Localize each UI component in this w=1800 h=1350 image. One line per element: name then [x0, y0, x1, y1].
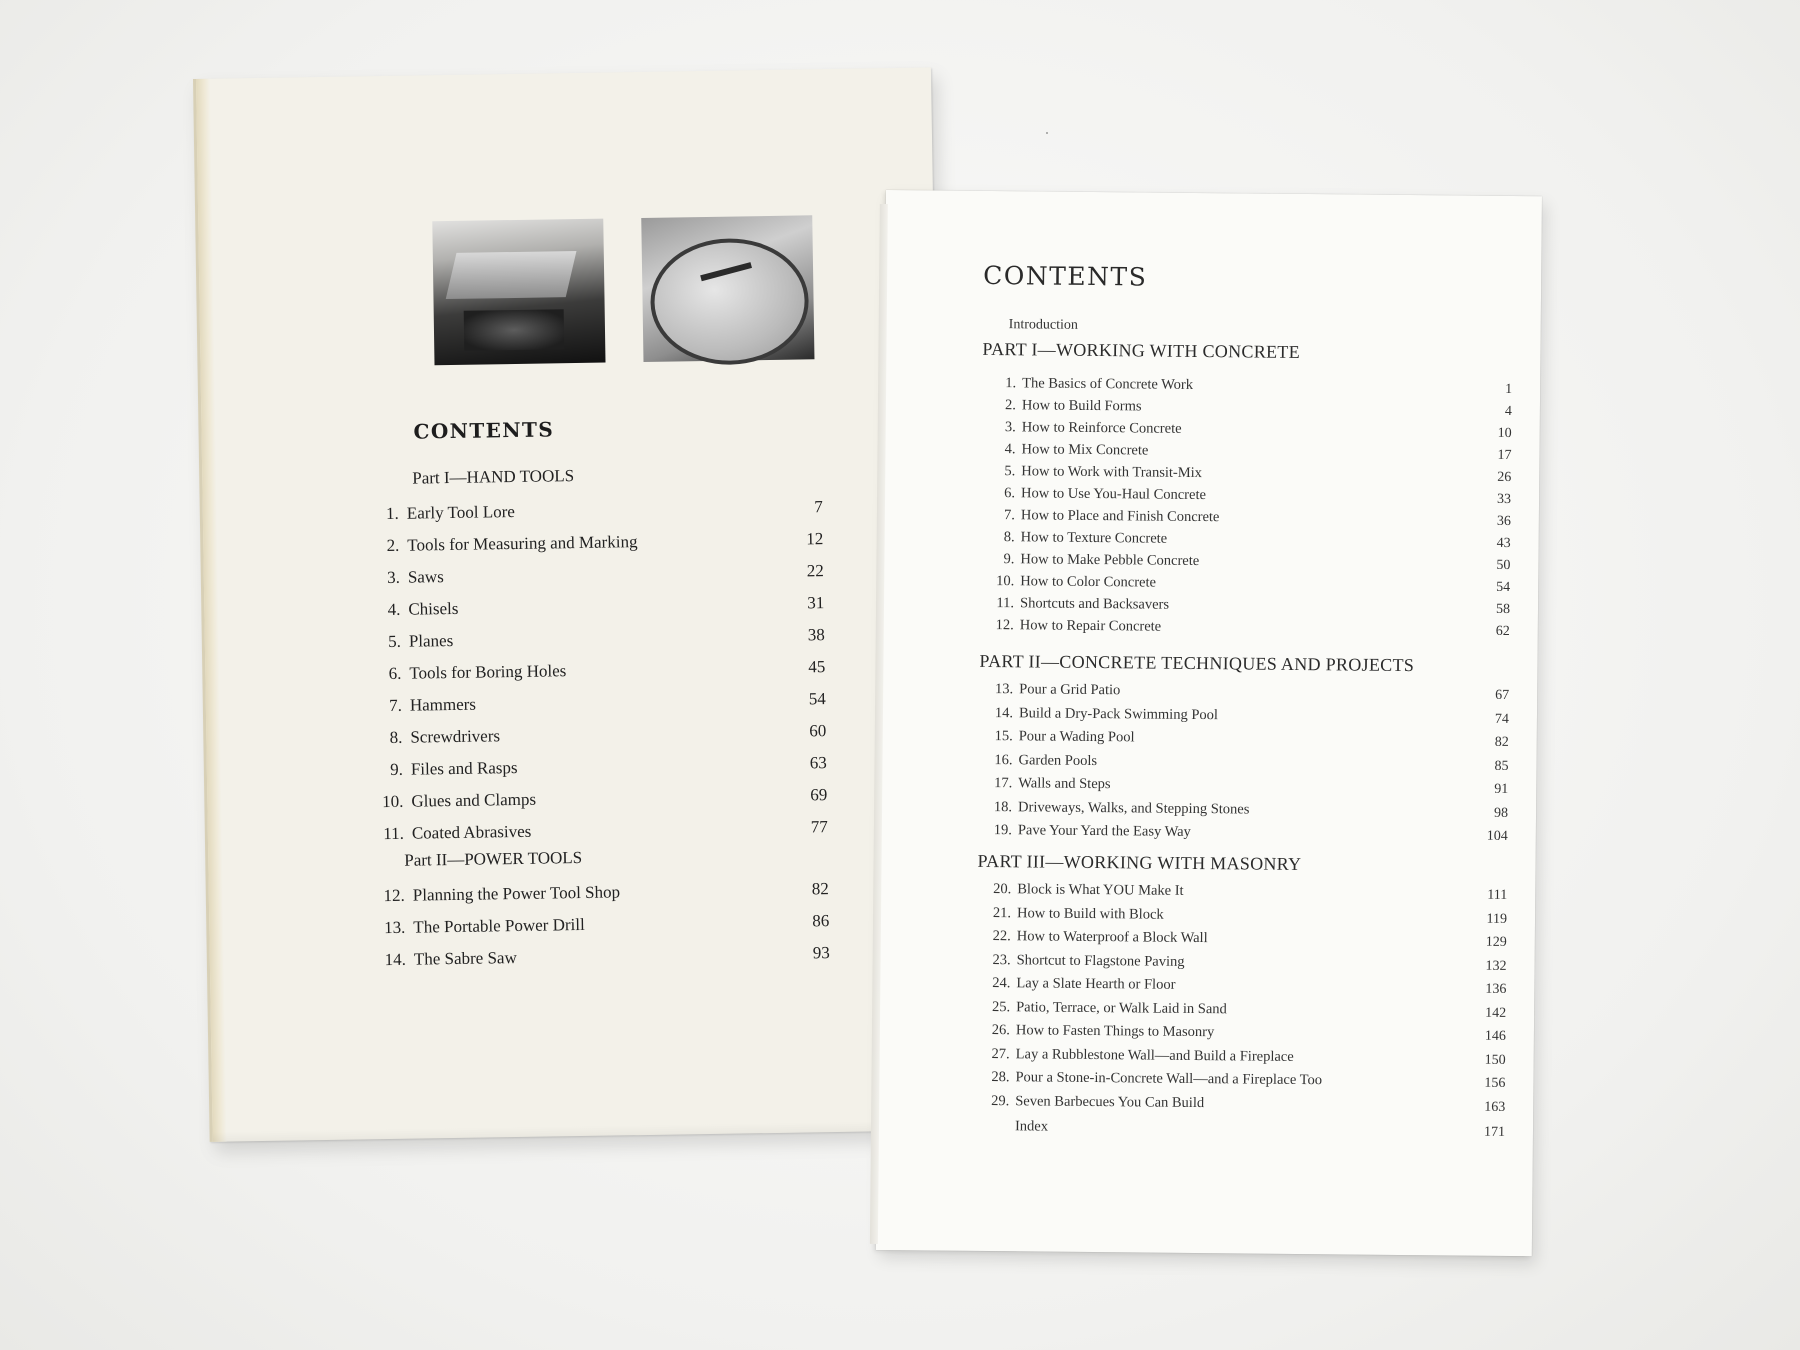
toc-entry: 21. How to Build with Block 119: [992, 904, 1508, 927]
right-part2-heading: PART II—CONCRETE TECHNIQUES AND PROJECTS: [979, 650, 1415, 676]
left-contents-title: CONTENTS: [413, 417, 555, 444]
toc-entry: 16. Garden Pools 85: [994, 751, 1509, 774]
right-part3-heading: PART III—WORKING WITH MASONRY: [977, 850, 1302, 875]
left-part2-heading: Part II—POWER TOOLS: [404, 847, 583, 870]
toc-entry: 19. Pave Your Yard the Easy Way 104: [993, 822, 1508, 844]
right-part1-heading: PART I—WORKING WITH CONCRETE: [982, 338, 1301, 362]
toc-entry: 13. The Portable Power Drill 86: [383, 911, 830, 938]
toc-entry: 1. Early Tool Lore 7: [385, 497, 823, 524]
toc-entry: 12. Planning the Power Tool Shop 82: [383, 879, 829, 906]
toc-entry: 24. Lay a Slate Hearth or Floor 136: [992, 975, 1507, 997]
right-part1-list: [980, 375, 1513, 644]
toc-entry: 26. How to Fasten Things to Masonry 146: [991, 1022, 1506, 1044]
toc-entry: 6. Tools for Boring Holes 45: [388, 657, 826, 683]
toc-entry: 12. How to Repair Concrete 62: [995, 617, 1510, 640]
toc-entry: 17. Walls and Steps 91: [994, 775, 1509, 798]
toc-entry: 7. How to Place and Finish Concrete 36: [1003, 507, 1511, 530]
toc-entry: 11. Shortcuts and Backsavers 58: [996, 595, 1511, 618]
toc-entry: 4. How to Mix Concrete 17: [1004, 441, 1512, 464]
circle-cutting-photo: [641, 215, 814, 362]
table-saw-photo: [432, 219, 605, 366]
toc-entry: 9. Files and Rasps 63: [389, 753, 827, 779]
toc-entry: 11. Coated Abrasives 77: [383, 817, 828, 844]
toc-entry: 28. Pour a Stone-in-Concrete Wall—and a Fireplace Too 156: [991, 1069, 1506, 1091]
toc-entry: 5. Planes 38: [387, 625, 825, 652]
index-entry: [1015, 1118, 1505, 1140]
right-contents-title: CONTENTS: [983, 260, 1148, 292]
toc-entry: 2. Tools for Measuring and Marking 12: [386, 529, 824, 556]
toc-entry: 9. How to Make Pebble Concrete 50: [1003, 551, 1511, 574]
toc-entry: 20. Block is What YOU Make It 111: [993, 881, 1508, 903]
toc-entry: 8. Screwdrivers 60: [389, 721, 827, 747]
toc-entry: 4. Chisels 31: [387, 593, 825, 620]
left-part2-list: [359, 879, 830, 982]
toc-entry: 29. Seven Barbecues You Can Build 163: [991, 1092, 1506, 1115]
toc-entry: 14. The Sabre Saw 93: [384, 943, 830, 970]
toc-entry: 18. Driveways, Walks, and Stepping Stones 98: [993, 798, 1509, 821]
toc-entry: 3. Saws 22: [386, 561, 824, 588]
index-page: 171: [1483, 1124, 1506, 1140]
toc-entry: 8. How to Texture Concrete 43: [1003, 529, 1511, 552]
toc-entry: 23. Shortcut to Flagstone Paving 132: [992, 951, 1507, 974]
index-label: Index: [1014, 1118, 1049, 1135]
toc-entry: 1. The Basics of Concrete Work 1: [1005, 375, 1513, 398]
toc-entry: 10. How to Color Concrete 54: [996, 573, 1511, 596]
toc-entry: 27. Lay a Rubblestone Wall—and Build a Fireplace 150: [991, 1045, 1506, 1068]
toc-entry: 10. Glues and Clamps 69: [381, 785, 828, 812]
booklet-spine: [196, 79, 227, 1142]
toc-entry: 25. Patio, Terrace, or Walk Laid in Sand 142: [991, 998, 1507, 1021]
toc-entry: 6. How to Use You-Haul Concrete 33: [1004, 485, 1512, 508]
toc-entry: 7. Hammers 54: [388, 689, 826, 715]
toc-entry: 13. Pour a Grid Patio 67: [995, 681, 1510, 704]
toc-entry: 3. How to Reinforce Concrete 10: [1004, 419, 1512, 442]
concrete-masonry-booklet: [876, 190, 1542, 1256]
toc-entry: 14. Build a Dry-Pack Swimming Pool 74: [994, 704, 1510, 727]
toc-entry: 15. Pour a Wading Pool 82: [994, 728, 1509, 751]
toc-entry: 2. How to Build Forms 4: [1004, 397, 1512, 420]
hand-tools-booklet: [193, 67, 948, 1141]
left-part1-list: [353, 497, 828, 856]
right-part2-list: [978, 681, 1510, 851]
toc-entry: 5. How to Work with Transit-Mix 26: [1004, 463, 1512, 486]
right-part3-list: [975, 881, 1507, 1121]
toc-entry: 22. How to Waterproof a Block Wall 129: [992, 928, 1507, 950]
left-part1-heading: Part I—HAND TOOLS: [412, 466, 575, 488]
right-introduction: Introduction: [1008, 317, 1079, 333]
